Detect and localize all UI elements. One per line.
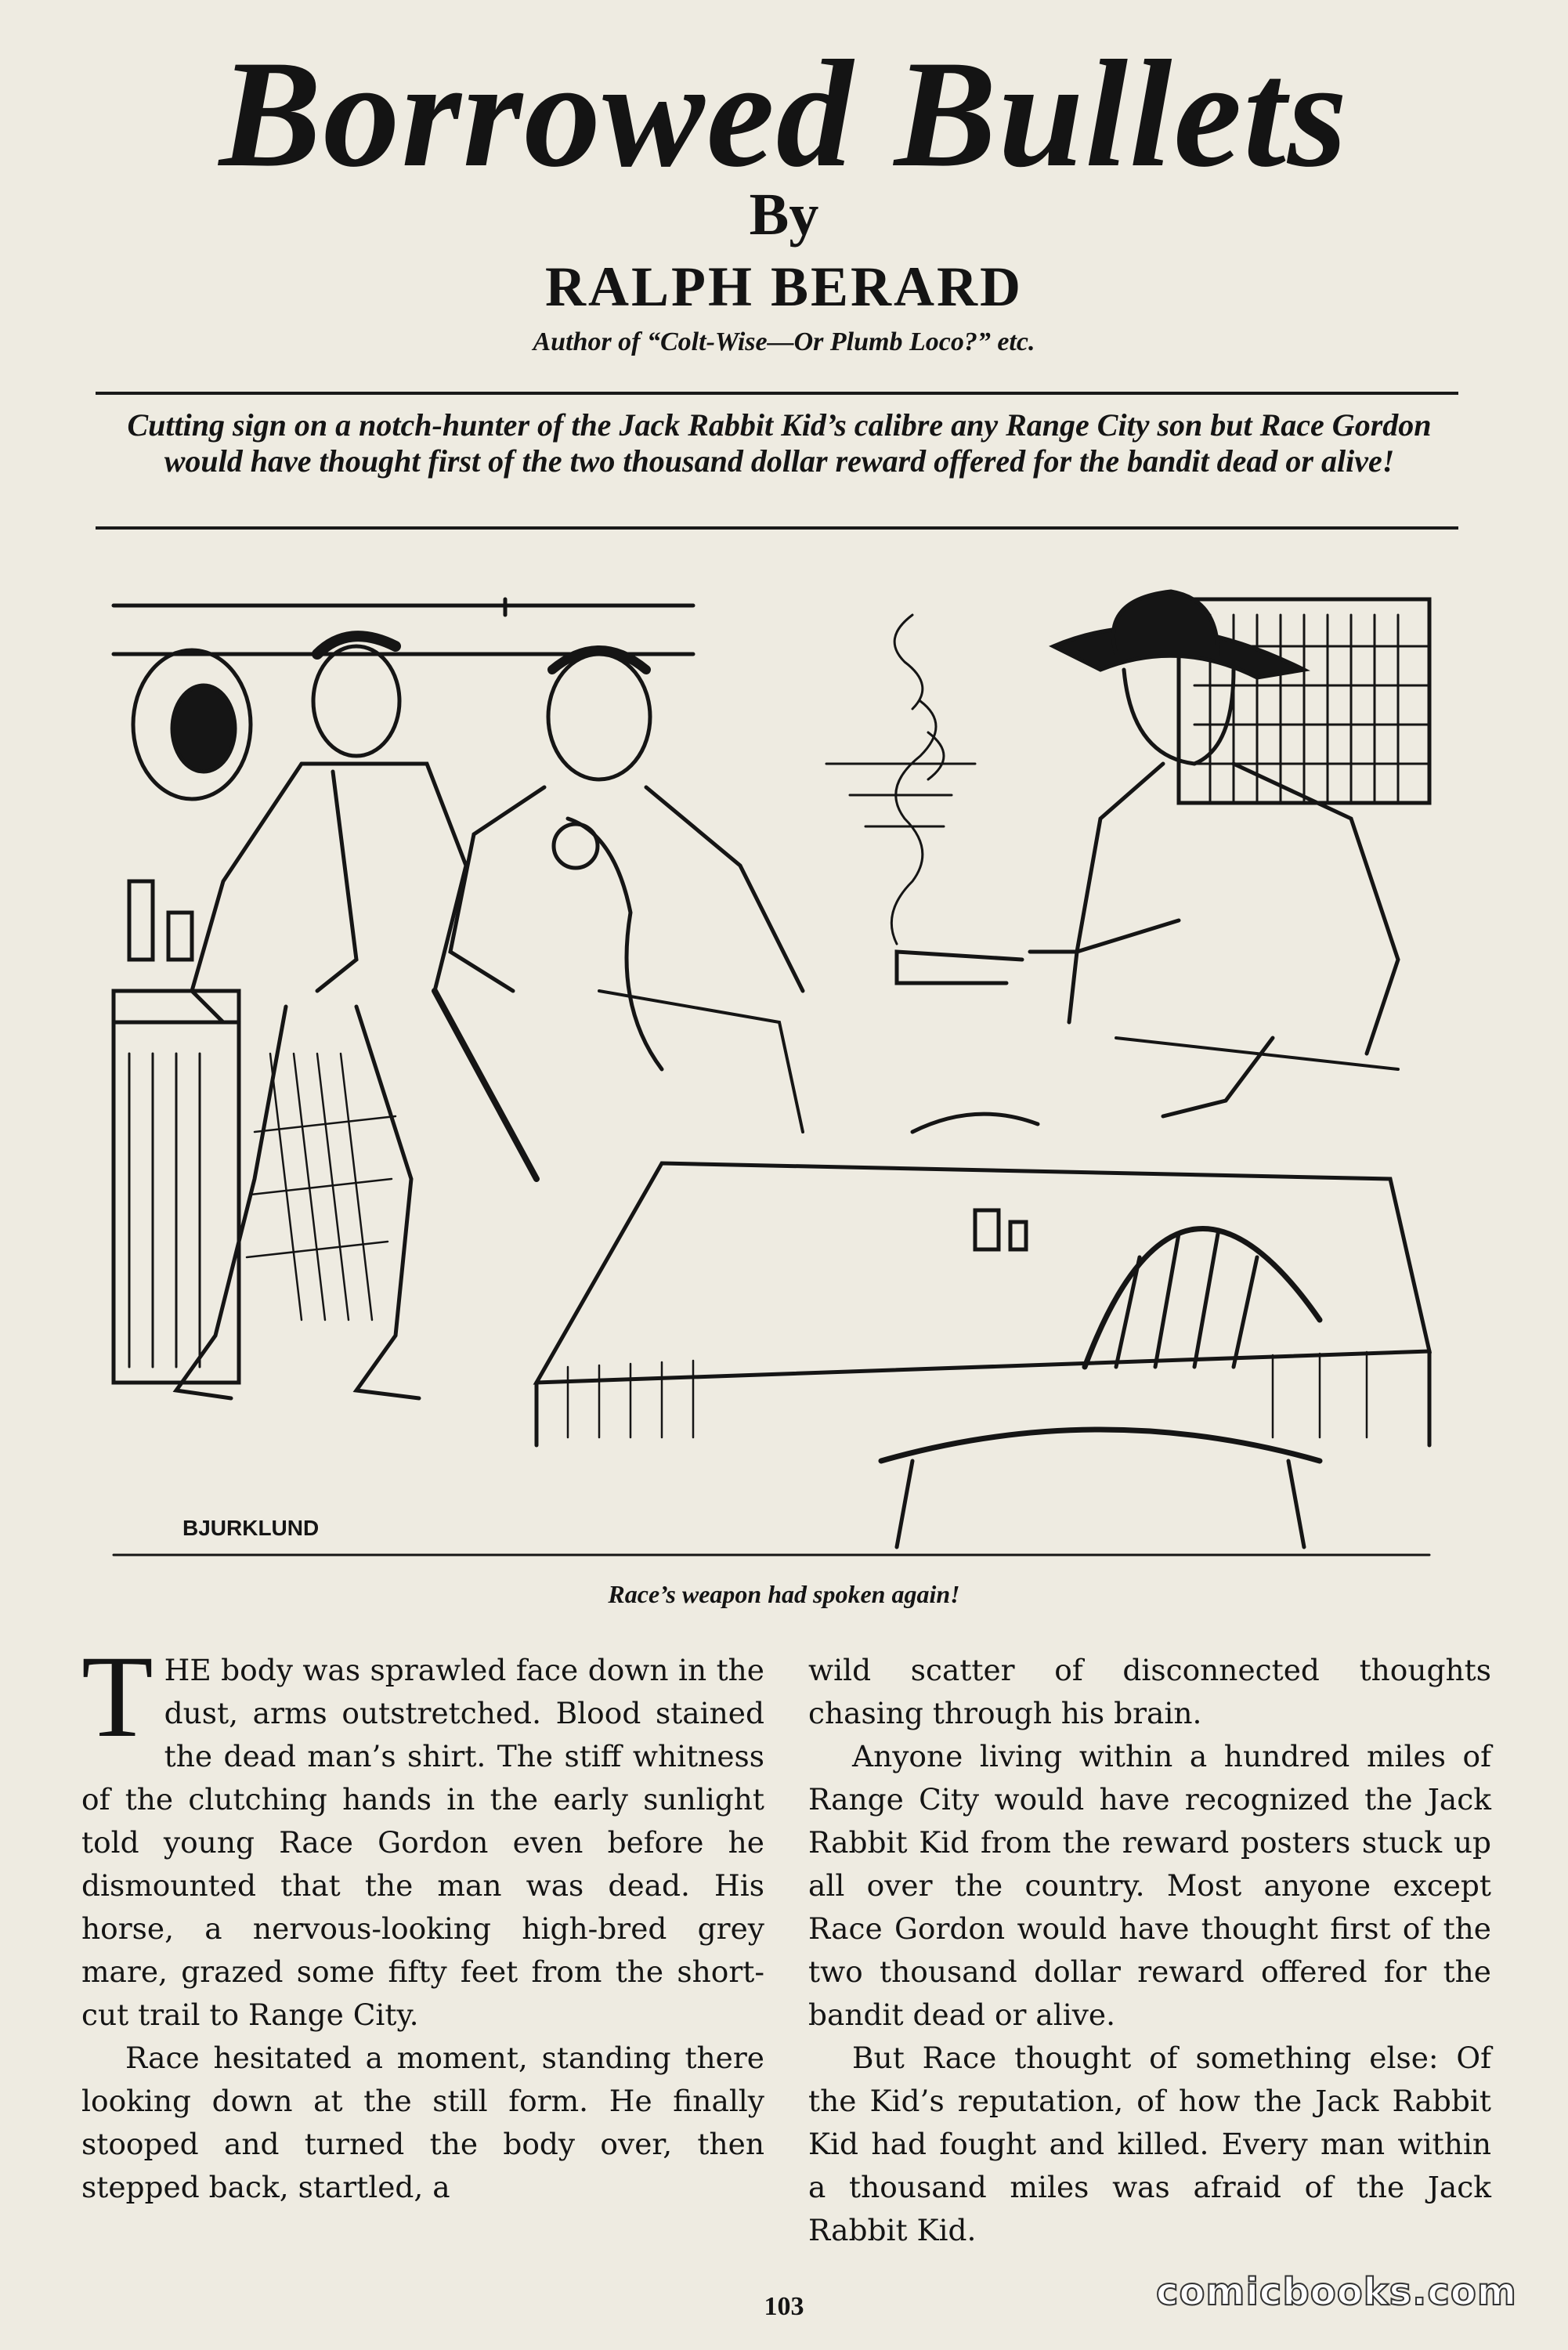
bottom-rule [96,526,1458,530]
story-title: Borrowed Bullets [219,29,1349,199]
illustrator-signature: BJURKLUND [182,1516,320,1540]
author-name: RALPH BERARD [544,255,1024,318]
paragraph: But Race thought of something else: Of the Kid’s reputation, of how the Jack Rabbit Kid had fought and killed. Every man within a thousand miles was afraid of the Jack Rabbit Kid. [808,2041,1491,2247]
story-illustration [98,584,1445,1571]
story-teaser: Cutting sign on a notch-hunter of the Jack Rabbit Kid’s calibre any Range City son but Race Gordon would have thought first of the two thousand dollar reward offered for the bandit dead or alive! [127,407,1432,479]
paragraph-text: HE body was sprawled face down in the dust, arms outstretched. Blood stained the dead man’s shirt. The stiff whitness of the clutching hands in the early sunlight told young Race Gordon even before he dismounted that the man was dead. His horse, a nervous-looking high-bred grey mare, grazed some fifty feet from the short-cut trail to Range City. [81,1653,764,2032]
paragraph: wild scatter of disconnected thoughts chasing through his brain. [808,1653,1491,1730]
site-watermark: comicbooks.com [1156,2270,1517,2314]
illustration-caption: Race’s weapon had spoken again! [608,1580,960,1608]
paragraph: Race hesitated a moment, standing there looking down at the still form. He finally stooped and turned the body over, then stepped back, startled, a [81,2041,764,2204]
byline-by: By [749,182,819,248]
page-number: 103 [764,2292,804,2321]
text-column-right [808,1649,1491,2252]
paragraph: Anyone living within a hundred miles of Range City would have recognized the Jack Rabbit Kid from the reward posters stuck up all over the country. Most anyone except Race Gordon would have thought first of the two thousand dollar reward offered for the bandit dead or alive. [808,1739,1491,2032]
text-column-left [81,1632,764,2209]
top-rule [96,392,1458,395]
paragraph [81,1632,764,2037]
drop-cap: T [81,1632,154,1762]
author-credit: Author of “Colt-Wise—Or Plumb Loco?” etc. [533,327,1035,356]
